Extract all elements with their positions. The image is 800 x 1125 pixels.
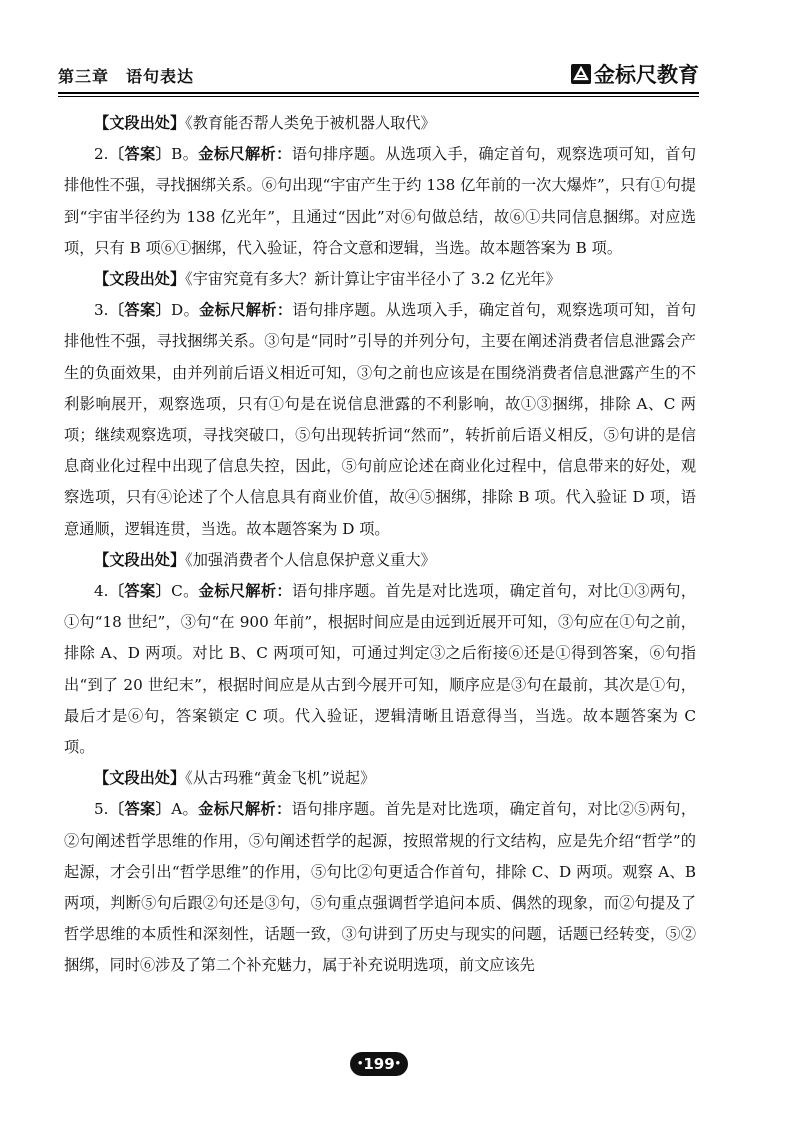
answer-paragraph: 5.〔答案〕A。金标尺解析：语句排序题。首先是对比选项，确定首句，对比②⑤两句，②句阐述哲学思维的作用，⑤句阐述哲学的起源，按照常规的行文结构，应是先介绍“哲学”的起源，才会引出“哲学思维”的作用，⑤句比②句更适合作首句，排除 C、D 两项。观察 A、B 两项，判断⑤句后跟②句还是③句，⑤句重点强调哲学追问本质、偶然的现象，而②句提及了哲学思维的本质性和深刻性，话题一致，③句讲到了历史与现实的问题，话题已经转变，⑤②捆绑，同时⑥涉及了第二个补充魅力，属于补充说明选项，前文应该先 xyxy=(64,800,697,975)
source-line: 【文段出处】《宇宙究竟有多大？新计算让宇宙半径小了 3.2 亿光年》 xyxy=(94,270,561,289)
header-rule xyxy=(58,92,699,94)
source-line: 【文段出处】《教育能否帮人类免于被机器人取代》 xyxy=(94,114,436,132)
page-number: •199• xyxy=(350,1052,408,1076)
brand-logo xyxy=(570,60,699,88)
header-rule-thin xyxy=(58,96,699,97)
logo-text: 金标尺教育 xyxy=(594,63,699,87)
source-line: 【文段出处】《加强消费者个人信息保护意义重大》 xyxy=(94,550,436,569)
answer-paragraph: 4.〔答案〕C。金标尺解析：语句排序题。首先是对比选项，确定首句，对比①③两句，①句“18 世纪”，③句“在 900 年前”，根据时间应是由远到近展开可知，③句应在①句之前，排除 A、D 两项。对比 B、C 两项可知，可通过判定③之后衔接⑥还是①得到答案，⑥句指出“到了 20 世纪末”，根据时间应是从古到今展开可知，顺序应是③句在最前，其次是①句，最后才是⑥句，答案锁定 C 项。代入验证，逻辑清晰且语意得当，当选。故本题答案为 C 项。 xyxy=(64,582,697,757)
source-line: 【文段出处】《从古玛雅“黄金飞机”说起》 xyxy=(94,769,376,788)
logo-icon xyxy=(570,63,592,85)
answer-paragraph: 2.〔答案〕B。金标尺解析：语句排序题。从选项入手，确定首句，观察选项可知，首句排他性不强，寻找捆绑关系。⑥句出现“宇宙产生于约 138 亿年前的一次大爆炸”，只有①句提到“宇宙半径约为 138 亿光年”，且通过“因此”对⑥句做总结，故⑥①共同信息捆绑。对应选项，只有 B 项⑥①捆绑，代入验证，符合文意和逻辑，当选。故本题答案为 B 项。 xyxy=(64,145,697,257)
chapter-title: 第三章 语句表达 xyxy=(58,67,195,86)
answer-content xyxy=(64,108,696,982)
answer-paragraph: 3.〔答案〕D。金标尺解析：语句排序题。从选项入手，确定首句，观察选项可知，首句排他性不强，寻找捆绑关系。③句是“同时”引导的并列分句，主要在阐述消费者信息泄露会产生的负面效果，由并列前后语义相近可知，③句之前也应该是在围绕消费者信息泄露产生的不利影响展开，观察选项，只有①句是在说信息泄露的不利影响，故①③捆绑，排除 A、C 两项；继续观察选项，寻找突破口，⑤句出现转折词“然而”，转折前后语义相反，⑤句讲的是信息商业化过程中出现了信息失控，因此，⑤句前应论述在商业化过程中，信息带来的好处，观察选项，只有④论述了个人信息具有商业价值，故④⑤捆绑，排除 B 项。代入验证 D 项，语意通顺，逻辑连贯，当选。故本题答案为 D 项。 xyxy=(64,301,697,538)
